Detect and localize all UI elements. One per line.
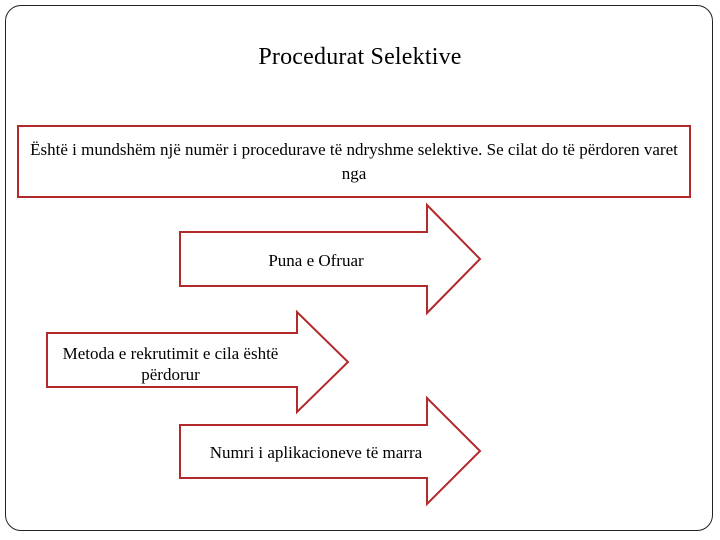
intro-text: Është i mundshëm një numër i procedurave të ndryshme selektive. Se cilat do të përdoren varet nga — [30, 139, 678, 183]
arrow-label-metoda: Metoda e rekrutimit e cila është përdorur — [62, 344, 279, 384]
arrow-label-puna-e-ofruar: Puna e Ofruar — [268, 250, 364, 270]
slide-title: Procedurat Selektive — [258, 44, 462, 70]
arrow-label-numri-aplikacioneve: Numri i aplikacioneve të marra — [209, 442, 423, 462]
